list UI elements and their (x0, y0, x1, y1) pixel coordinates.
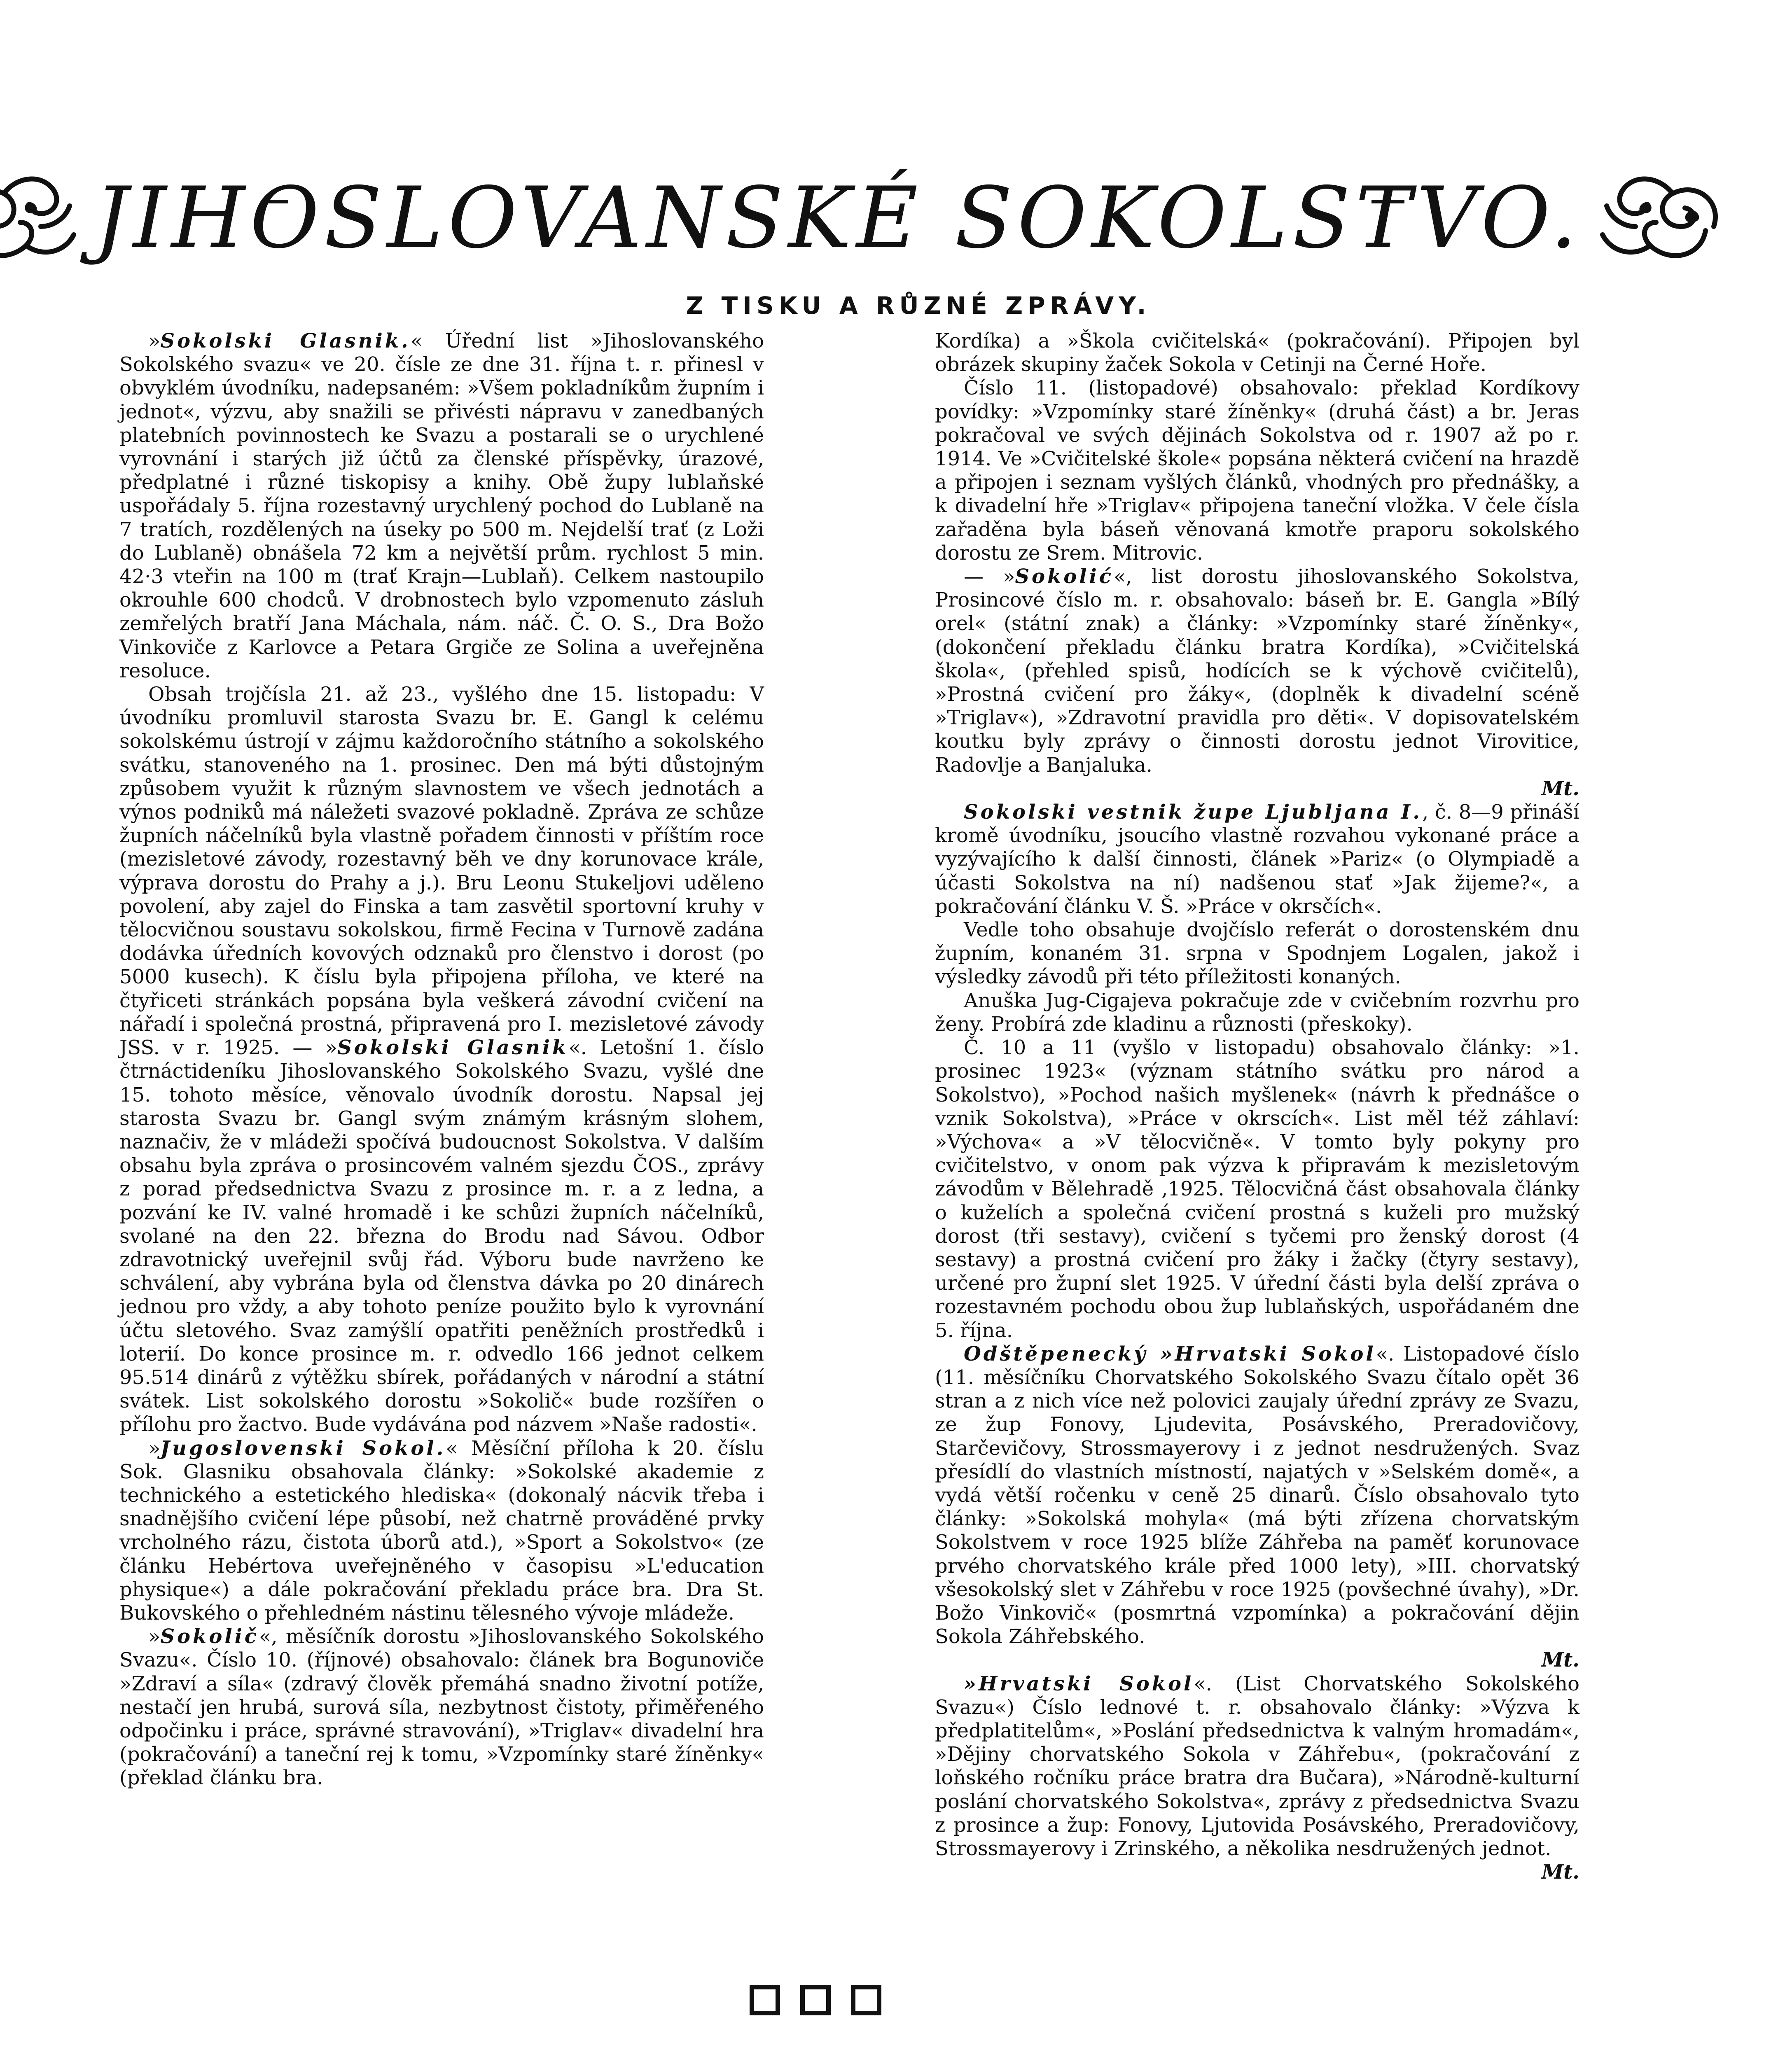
article-text: Číslo 11. (listopadové) obsahovalo: překlad Kordíkovy povídky: »Vzpomínky staré žíněnky« (druhá část) a br. Jeras pokračoval ve svých dějinách Sokolstva od r. 1907 až po r. 1914. Ve »Cvičitelské škole« popsána některá cvičení na hrazdě a připojen i seznam vyšlých článků, vhodných pro přednášky, a k divadelní hře »Triglav« připojena taneční vložka. V čele čísla zařaděna byla báseň věnovaná kmotře praporu sokolského dorostu ze Srem. Mitrovic. (935, 376, 1579, 565)
section-subtitle: Z TISKU A RŮZNÉ ZPRÁVY. (686, 292, 1151, 320)
article-sokolski-vestnik (935, 801, 1579, 918)
right-column (935, 329, 1579, 1884)
article-sokolic-list: — »Sokolić«, list dorostu jihoslovanského Sokolstva, Prosincové číslo m. r. obsahovalo: báseň br. E. Gangla »Bílý orel« (státní znak) a články: »Vzpomínky staré žíněnky«, (dokončení překladu článku bratra Kordíka), »Cvičitelská škola«, (přehled spisů, hodících se k výchově cvičitelů), »Prostná cvičení pro žáky«, (doplněk k divadelní scéně »Triglav«), »Zdravotní pravidla pro děti«. V dopisovatelském koutku byly zprávy o činnosti dorostu jednot Virovitice, Radovlje a Banjaluka. Mt. (935, 565, 1579, 800)
square-ornament-icon (800, 1985, 831, 2015)
periodical-title: Sokolski vestnik župe Ljubljana I. (964, 801, 1422, 824)
floral-ornament-right-icon (1594, 165, 1730, 272)
article-text: , č. 8—9 přináší kromě úvodníku, jsoucího vlastně rozvahou vykonané práce a vyzývajícího k další činnosti, článek »Pariz« (o Olympiadě a účasti Sokolstva na ní) nadšenou stať »Jak žijeme?«, a pokračování článku V. Š. »Práce v okrsčích«. (935, 801, 1580, 918)
article-text: « Úřední list »Jihoslovanského Sokolského svazu« ve 20. čísle ze dne 31. října t. r. přinesl v obvyklém úvodníku, nadepsaném: »Všem pokladníkům župním i jednot«, výzvu, aby snažili se přivésti nápravu v zanedbaných platebních povinnostech ke Svazu a postarali se o urychlené vyrovnání i starých již účtů za členské příspěvky, úrazové, předplatné i různé tiskopisy a knihy. Obě župy lublaňské uspořádaly 5. října rozestavný urychlený pochod do Lublaně na 7 tratích, rozdělených na úseky po 500 m. Nejdelší trať (z Loži do Lublaně) obnášela 72 km a největší prům. rychlost 5 min. 42·3 vteřin na 100 m (trať Krajn—Lublaň). Celkem nastoupilo okrouhle 600 chodců. V drobnostech bylo vzpomenuto zásluh zemřelých bratří Jana Máchala, nám. náč. Č. O. S., Dra Božo Vinkoviče z Karlovce a Petara Grgiče ze Solina a uveřejněna resoluce. (119, 329, 764, 682)
periodical-title: Sokolski Glasnik (337, 1036, 569, 1060)
article-hrvatski-sokol-odstepenecky (935, 1342, 1579, 1672)
author-signature: Mt. (1541, 1648, 1579, 1672)
square-ornament-icon (851, 1985, 881, 2015)
article-paragraph (935, 989, 1579, 1036)
article-jugoslovenski-sokol: »Jugoslovenski Sokol.« Měsíční příloha k 20. číslu Sok. Glasniku obsahovala články: »Sokolské akademie z technického a estetického hlediska« (dokonalý nácvik třeba i snadnějšího cvičení lépe působí, než chatrně prováděné prvky vrcholného rázu, čistota úborů atd.), »Sport a Sokolstvo« (ze článku Hebértova uveřejněného v časopisu »L'education physique«) a dále pokračování překladu práce bra. Dra St. Bukovského o přehledném nástinu tělesného vývoje mládeže. (119, 1436, 764, 1625)
square-ornament-icon (750, 1985, 780, 2015)
article-hrvatski-sokol (935, 1672, 1579, 1884)
article-sokolic: »Sokolič«, měsíčník dorostu »Jihoslovanského Sokolského Svazu«. Číslo 10. (říjnové) obsahovalo: článek bra Bogunoviče »Zdraví a síla« (zdravý člověk přemáhá snadno životní potíže, nestačí jen hrubá, surová síla, nezbytnost čistoty, přiměřeného odpočinku i práce, správné stravování), »Triglav« divadelní hra (pokračování) a taneční rej k tomu, »Vzpomínky staré žíněnky« (překlad článku bra. (119, 1625, 764, 1790)
article-text: Anuška Jug-Cigajeva pokračuje zde v cvičebním rozvrhu pro ženy. Probírá zde kladinu a různosti (přeskoky). (935, 989, 1579, 1036)
article-continuation (935, 329, 1579, 376)
periodical-title: Jugoslovenski Sokol. (160, 1436, 446, 1460)
article-paragraph (935, 376, 1579, 565)
article-sokolski-glasnik: »Sokolski Glasnik.« Úřední list »Jihoslovanského Sokolského svazu« ve 20. čísle ze dne 31. října t. r. přinesl v obvyklém úvodníku, nadepsaném: »Všem pokladníkům župním i jednot«, výzvu, aby snažili se přivésti nápravu v zanedbaných platebních povinnostech ke Svazu a postarali se o urychlené vyrovnání i starých již účtů za členské příspěvky, úrazové, předplatné i různé tiskopisy a knihy. Obě župy lublaňské uspořádaly 5. října rozestavný urychlený pochod do Lublaně na 7 tratích, rozdělených na úseky po 500 m. Nejdelší trať (z Loži do Lublaně) obnášela 72 km a největší prům. rychlost 5 min. 42·3 vteřin na 100 m (trať Krajn—Lublaň). Celkem nastoupilo okrouhle 600 chodců. V drobnostech bylo vzpomenuto zásluh zemřelých bratří Jana Máchala, nám. náč. Č. O. S., Dra Božo Vinkoviče z Karlovce a Petara Grgiče ze Solina a uveřejněna resoluce. (119, 329, 764, 682)
article-text: «. Letošní 1. číslo čtrnáctideníku Jihoslovanského Sokolského Svazu, vyšlé dne 15. tohoto měsíce, věnovalo úvodník dorostu. Napsal jej starosta Svazu br. Gangl svým známým krásným slohem, naznačiv, že v mládeži spočívá budoucnost Sokolstva. V dalším obsahu byla zpráva o prosincovém valném sjezdu ČOS., zprávy z porad předsednictva Svazu z prosince m. r. a z ledna, a pozvání ke IV. valné hromadě i ke schůzi župních náčelníků, svolané na den 22. března do Brodu nad Sávou. Odbor zdravotnický uveřejnil svůj řád. Výboru bude navrženo ke schválení, aby vybrána byla od členstva dávka po 20 dinárech jednou pro vždy, a aby tohoto peníze použito bylo k vyrovnání účtu sletového. Svaz zamýšlí opatřiti peněžních prostředků i loterií. Do konce prosince m. r. odvedlo 166 jednot celkem 95.514 dinárů z výtěžku sbírek, pořádaných v národní a státní svátek. List sokolského dorostu »Sokolič« bude rozšířen o přílohu pro žactvo. Bude vydávána pod názvem »Naše radosti«. (119, 1036, 764, 1436)
left-column (119, 329, 764, 1790)
periodical-title: »Hrvatski Sokol (964, 1672, 1194, 1695)
periodical-title: Odštěpenecký »Hrvatski Sokol (964, 1342, 1376, 1366)
article-text: «. Listopadové číslo (11. měsíčníku Chorvatského Sokolského Svazu čítalo opět 36 stran a z nich více než polovici zaujaly úřední zprávy ze Svazu, ze žup Fonovy, Ljudevita, Posávského, Preradovičovy, Starčevičovy, Strossmayerovy i z jednot nesdružených. Svaz přesídlí do vlastních místností, najatých v »Selském domě«, a vydá větší ročenku v ceně 25 dinarů. Číslo obsahovalo tyto články: »Sokolská mohyla« (má býti zřízena chorvatským Sokolstvem v roce 1925 blíže Záhřeba na paměť korunovace prvého chorvatského krále před 1000 lety), »III. chorvatský všesokolský slet v Záhřebu v roce 1925 (povšechné úvahy), »Dr. Božo Vinkovič« (posmrtná vzpomínka) a pokračování dějin Sokola Záhřebského. (935, 1342, 1579, 1648)
article-text: Č. 10 a 11 (vyšlo v listopadu) obsahovalo články: »1. prosinec 1923« (význam státního svátku pro národ a Sokolstvo), »Pochod našich myšlenek« (návrh k přednášce o vznik Sokolstva), »Práce v okrscích«. List měl též záhlaví: »Výchova« a »V tělocvičně«. V tomto byly pokyny pro cvičitelstvo, v onom pak výzva k připravám k mezisletovým závodům v Bělehradě ,1925. Tělocvičná část obsahovala články o kuželích a společná cvičení prostná s kuželi pro mužský dorost (tři sestavy), cvičení s tyčemi pro ženský dorost (4 sestavy) a prostná cvičení pro žáky i žačky (čtyry sestavy), určené pro župní slet 1925. V úřední části byla delší zpráva o rozestavném pochodu obou žup lublaňských, uspořádaném dne 5. října. (935, 1036, 1579, 1342)
section-separator (750, 1985, 881, 2014)
periodical-title: Sokolski Glasnik. (160, 329, 411, 353)
article-text: Obsah trojčísla 21. až 23., vyšlého dne 15. listopadu: V úvodníku promluvil starosta Svazu br. E. Gangl k celému sokolskému ústrojí v zájmu každoročního státního a sokolského svátku, stanoveného na 1. prosinec. Den má býti důstojným způsobem využit k různým slavnostem ve všech jednotách a výnos podniků má náležeti svazové pokladně. Zpráva ze schůze župních náčelníků byla vlastně pořadem činnosti v příštím roce (mezisletové závody, rozestavný běh ve dny korunovace krále, výprava dorostu do Prahy a j.). Bru Leonu Stukeljovi uděleno povolení, aby zajel do Finska a tam zasvětil sportovní kruhy v tělocvičnou soustavu sokolskou, firmě Fecina v Turnově zadána dodávka úředních kovových odznaků pro členstvo i dorost (po 5000 kusech). K číslu byla připojena příloha, ve které na čtyřiceti stránkách popsána byla veškerá závodní cvičení na nářadí i společná prostná, připravená pro I. mezisletové závody JSS. v r. 1925. — (119, 683, 764, 1060)
periodical-title: Sokolič (160, 1625, 259, 1648)
article-text: « Měsíční příloha k 20. číslu Sok. Glasniku obsahovala články: »Sokolské akademie z technického a estetického hlediska« (dokonalý nácvik třeba i snadnějšího cvičení lépe působí, než chatrně prováděné prvky vrcholného rázu, čistota úborů atd.), »Sport a Sokolstvo« (ze článku Hebértova uveřejněného v časopisu »L'education physique«) a dále pokračování překladu práce bra. Dra St. Bukovského o přehledném nástinu tělesného vývoje mládeže. (119, 1436, 764, 1625)
article-paragraph: Obsah trojčísla 21. až 23., vyšlého dne 15. listopadu: V úvodníku promluvil starosta Svazu br. E. Gangl k celému sokolskému ústrojí v zájmu každoročního státního a sokolského svátku, stanoveného na 1. prosinec. Den má býti důstojným způsobem využit k různým slavnostem ve všech jednotách a výnos podniků má náležeti svazové pokladně. Zpráva ze schůze župních náčelníků byla vlastně pořadem činnosti v příštím roce (mezisletové závody, rozestavný běh ve dny korunovace krále, výprava dorostu do Prahy a j.). Bru Leonu Stukeljovi uděleno povolení, aby zajel do Finska a tam zasvětil sportovní kruhy v tělocvičnou soustavu sokolskou, firmě Fecina v Turnově zadána dodávka úředních kovových odznaků pro členstvo i dorost (po 5000 kusech). K číslu byla připojena příloha, ve které na čtyřiceti stránkách popsána byla veškerá závodní cvičení na nářadí i společná prostná, připravená pro I. mezisletové závody JSS. v r. 1925. — »Sokolski Glasnik«. Letošní 1. číslo čtrnáctideníku Jihoslovanského Sokolského Svazu, vyšlé dne 15. tohoto měsíce, věnovalo úvodník dorostu. Napsal jej starosta Svazu br. Gangl svým známým krásným slohem, naznačiv, že v mládeži spočívá budoucnost Sokolstva. V dalším obsahu byla zpráva o prosincovém valném sjezdu ČOS., zprávy z porad předsednictva Svazu z prosince m. r. a z ledna, a pozvání ke IV. valné hromadě i ke schůzi župních náčelníků, svolané na den 22. března do Brodu nad Sávou. Odbor zdravotnický uveřejnil svůj řád. Výboru bude navrženo ke schválení, aby vybrána byla od členstva dávka po 20 dinárech jednou pro vždy, a aby tohoto peníze použito bylo k vyrovnání účtu sletového. Svaz zamýšlí opatřiti peněžních prostředků i loterií. Do konce prosince m. r. odvedlo 166 jednot celkem 95.514 dinárů z výtěžku sbírek, pořádaných v národní a státní svátek. List sokolského dorostu »Sokolič« bude rozšířen o přílohu pro žactvo. Bude vydávána pod názvem »Naše radosti«. (119, 683, 764, 1436)
author-signature: Mt. (1541, 777, 1579, 800)
article-paragraph (935, 1036, 1579, 1342)
article-text: Kordíka) a »Škola cvičitelská« (pokračování). Připojen byl obrázek skupiny žaček Sokola v Cetinji na Černé Hoře. (935, 329, 1579, 376)
floral-ornament-left-icon (0, 165, 82, 272)
page-title: JIHOSLOVANSKÉ SOKOLSTVO. (94, 169, 1582, 267)
article-text: Vedle toho obsahuje dvojčíslo referát o dorostenském dnu župním, konaném 31. srpna v Spodnjem Logalen, jakož i výsledky závodů při této příležitosti konaných. (935, 918, 1579, 989)
section-header (94, 163, 1582, 274)
article-text: «, měsíčník dorostu »Jihoslovanského Sokolského Svazu«. Číslo 10. (říjnové) obsahovalo: článek bra Bogunoviče »Zdraví a síla« (zdravý člověk přemáhá snadno životní potíže, nestačí jen hrubá, surová síla, nezbytnost čistoty, přiměřeného odpočinku i práce, správné stravování), »Triglav« divadelní hra (pokračování) a taneční rej k tomu, »Vzpomínky staré žíněnky« (překlad článku bra. (119, 1625, 764, 1790)
periodical-title: Sokolić (1015, 565, 1114, 588)
article-paragraph (935, 918, 1579, 989)
article-text: «. (List Chorvatského Sokolského Svazu«) Číslo lednové t. r. obsahovalo články: »Výzva k předplatitelům«, »Poslání předsednictva k valným hromadám«, »Dějiny chorvatského Sokola v Záhřebu«, (pokračování z loňského ročníku práce bratra dra Bučara), »Národně-kulturní poslání chorvatského Sokolstva«, zprávy z předsednictva Svazu z prosince a žup: Fonovy, Ljutovida Posávského, Preradovičovy, Strossmayerovy i Zrinského, a několika nesdružených jednot. (935, 1672, 1579, 1860)
author-signature: Mt. (1541, 1861, 1579, 1884)
article-text: «, list dorostu jihoslovanského Sokolstva, Prosincové číslo m. r. obsahovalo: báseň br. E. Gangla »Bílý orel« (státní znak) a články: »Vzpomínky staré žíněnky«, (dokončení překladu článku bratra Kordíka), »Cvičitelská škola«, (přehled spisů, hodících se k výchově cvičitelů), »Prostná cvičení pro žáky«, (doplněk k divadelní scéně »Triglav«), »Zdravotní pravidla pro děti«. V dopisovatelském koutku byly zprávy o činnosti dorostu jednot Virovitice, Radovlje a Banjaluka. (935, 565, 1579, 777)
